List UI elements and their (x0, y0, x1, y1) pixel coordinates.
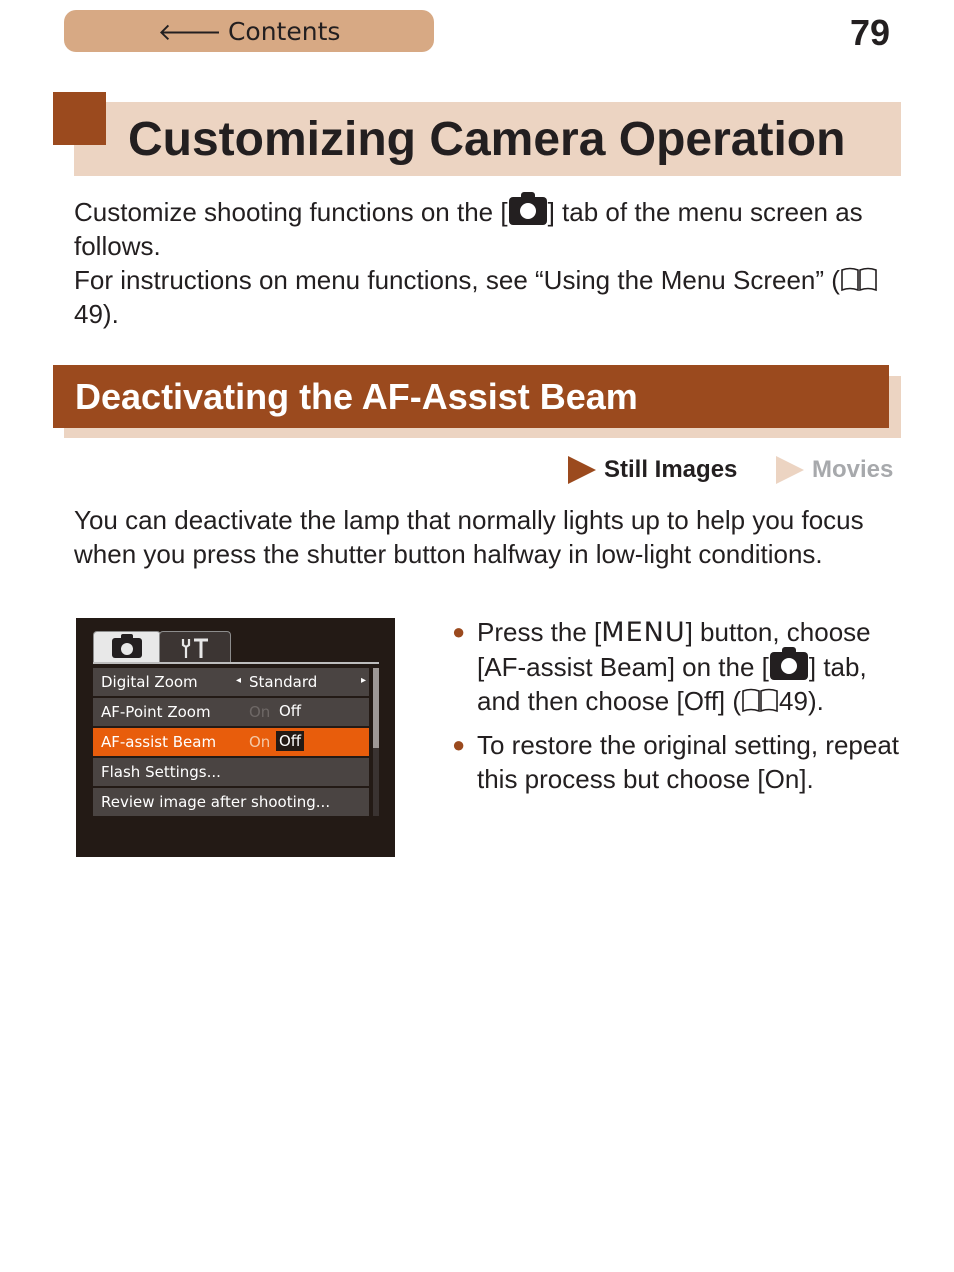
intro-ref-link[interactable]: 49 (74, 299, 103, 329)
page-title: Customizing Camera Operation (128, 113, 846, 166)
section-description: You can deactivate the lamp that normally lights up to help you focus when you press the shutter button halfway in low-light conditions. (74, 505, 864, 569)
still-images-tag (568, 456, 737, 484)
camera-icon (509, 197, 547, 225)
row-label: AF-Point Zoom (101, 703, 211, 721)
menu-row-flash-settings (93, 758, 369, 786)
play-triangle-icon (568, 456, 596, 484)
row-label: Review image after shooting... (101, 793, 331, 811)
instruction-list (452, 615, 902, 806)
instruction-item (452, 615, 902, 718)
row-option-on: On (249, 733, 271, 751)
row-label: Digital Zoom (101, 673, 198, 691)
bullet-dot-icon: ● (452, 619, 466, 644)
menu-button-glyph: MENU (601, 617, 686, 648)
back-arrow-icon: 🡐 (157, 17, 222, 46)
intro-line1-b: ] tab of the menu screen as follows. (74, 197, 863, 261)
instruction-text: ). (807, 686, 824, 716)
camera-menu-screenshot (76, 618, 395, 857)
wrench-hammer-icon (180, 637, 210, 659)
intro-line2-a: For instructions on menu functions, see “Using the Menu Screen” ( (74, 265, 840, 295)
camera-icon (770, 652, 808, 680)
intro-line2-b: ). (102, 299, 119, 329)
instruction-text: ] button, choose [AF-assist Beam] on the [ (477, 617, 871, 682)
camera-icon (112, 638, 142, 658)
menu-row-digital-zoom (93, 668, 369, 696)
play-triangle-icon (776, 456, 804, 484)
instruction-ref-link[interactable]: 49 (779, 686, 808, 716)
movies-tag (776, 456, 893, 484)
intro-line1-a: Customize shooting functions on the [ (74, 197, 508, 227)
instruction-item (452, 728, 902, 796)
title-accent-square (53, 92, 106, 145)
contents-label: Contents (227, 16, 341, 46)
instruction-text: Press the [ (477, 617, 602, 647)
shooting-tab (93, 631, 161, 664)
page-number: 79 (849, 12, 890, 53)
row-label: AF-assist Beam (101, 733, 217, 751)
row-option-off: Off (276, 731, 304, 751)
intro-text (74, 195, 894, 331)
left-arrow-icon: ◂ (236, 675, 242, 686)
tab-divider (93, 662, 379, 664)
instruction-text: ] tab, and then choose [Off] ( (477, 652, 867, 716)
setup-tab (159, 631, 231, 664)
book-icon (741, 687, 779, 713)
movies-label: Movies (812, 456, 894, 483)
menu-scroll-thumb (373, 668, 379, 748)
still-images-label: Still Images (604, 456, 738, 483)
contents-button[interactable] (64, 10, 434, 52)
row-option-off: Off (279, 702, 302, 720)
row-value: Standard (249, 673, 318, 691)
row-label: Flash Settings... (101, 763, 221, 781)
menu-row-review-image (93, 788, 369, 816)
menu-row-af-point-zoom (93, 698, 369, 726)
section-title: Deactivating the AF-Assist Beam (75, 376, 638, 417)
menu-row-af-assist-beam (93, 728, 369, 756)
right-arrow-icon: ▸ (361, 675, 367, 686)
instruction-text: To restore the original setting, repeat this process but choose [On]. (477, 730, 900, 794)
book-icon (840, 266, 878, 292)
bullet-dot-icon: ● (452, 732, 466, 757)
row-option-on: On (249, 703, 271, 721)
